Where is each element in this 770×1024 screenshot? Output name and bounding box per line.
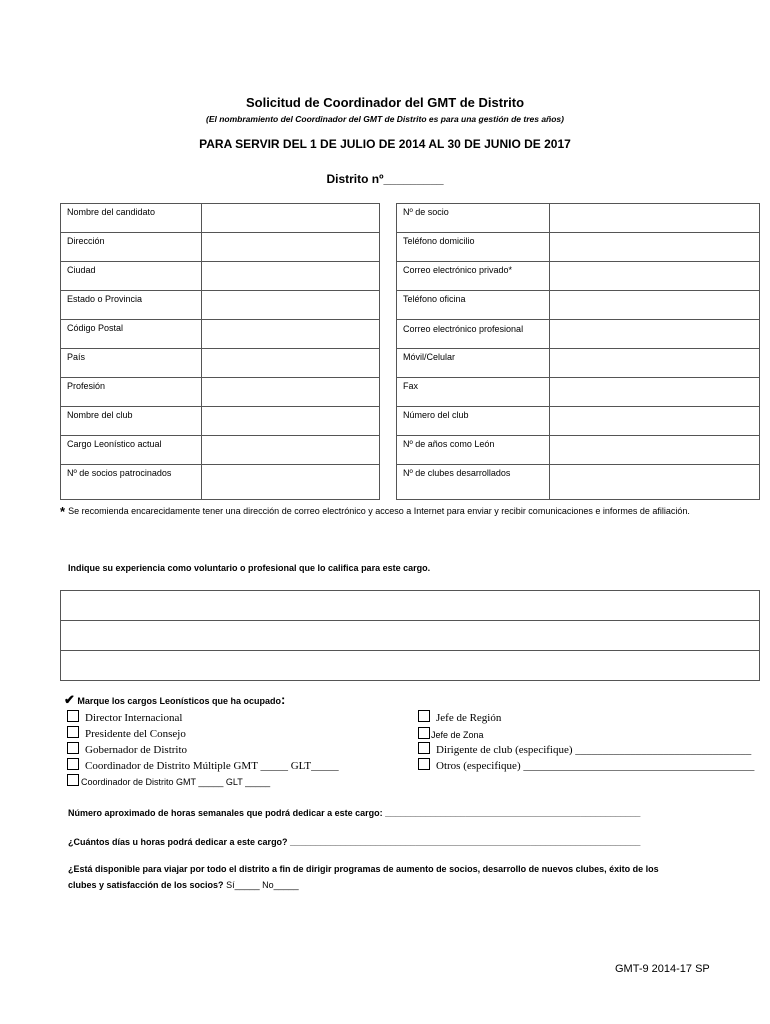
candidate-info-table-left (60, 203, 380, 500)
checkbox[interactable] (418, 758, 430, 770)
days-question[interactable]: ¿Cuántos días u horas podrá dedicar a este cargo? ______________________________________________________________________ (68, 837, 641, 847)
field-label: Fax (397, 378, 550, 407)
field-input[interactable] (549, 378, 759, 407)
checkbox[interactable] (67, 742, 79, 754)
option-zone-chair[interactable]: Jefe de Zona (418, 727, 484, 740)
travel-question-line2: clubes y satisfacción de los socios? Sí_____ No_____ (68, 880, 299, 890)
option-club-officer[interactable]: Dirigente de club (especifique) ________________________________ (418, 742, 751, 756)
field-label: Nº de años como León (397, 436, 550, 465)
experience-line-3[interactable] (61, 651, 760, 681)
checkbox[interactable] (418, 727, 430, 739)
checkbox[interactable] (67, 774, 79, 786)
positions-heading: ✔ Marque los cargos Leonísticos que ha ocupado: (64, 692, 286, 707)
field-label: Teléfono oficina (397, 291, 550, 320)
travel-answer[interactable]: Sí_____ No_____ (223, 880, 299, 890)
note-text: Se recomienda encarecidamente tener una dirección de correo electrónico y acceso a Internet para enviar y recibir comunicaciones e informes de afiliación. (68, 506, 690, 516)
field-input[interactable] (201, 407, 379, 436)
option-other[interactable]: Otros (especifique) __________________________________________ (418, 758, 754, 772)
checkmark-icon: ✔ (64, 692, 75, 707)
experience-box (60, 590, 760, 681)
district-number-field[interactable]: Distrito nº_________ (326, 172, 444, 186)
service-period: PARA SERVIR DEL 1 DE JULIO DE 2014 AL 30 DE JUNIO DE 2017 (199, 137, 571, 151)
travel-question-line1: ¿Está disponible para viajar por todo el distrito a fin de dirigir programas de aumento de socios, desarrollo de nuevos clubes, éxito de los (68, 864, 659, 874)
option-district-governor[interactable]: Gobernador de Distrito (67, 742, 187, 756)
field-input[interactable] (549, 436, 759, 465)
field-label: Teléfono domicilio (397, 233, 550, 262)
option-multiple-district-coordinator[interactable]: Coordinador de Distrito Múltiple GMT _____ GLT_____ (67, 758, 339, 772)
field-label: País (61, 349, 202, 378)
option-district-coordinator[interactable]: Coordinador de Distrito GMT _____ GLT _____ (67, 774, 270, 787)
option-international-director[interactable]: Director Internacional (67, 710, 182, 724)
field-label: Profesión (61, 378, 202, 407)
field-label: Correo electrónico privado* (397, 262, 550, 291)
field-input[interactable] (549, 291, 759, 320)
field-label: Móvil/Celular (397, 349, 550, 378)
checkbox[interactable] (67, 726, 79, 738)
option-council-chair[interactable]: Presidente del Consejo (67, 726, 186, 740)
form-title: Solicitud de Coordinador del GMT de Distrito (245, 95, 525, 110)
field-input[interactable] (201, 204, 379, 233)
option-region-chair[interactable]: Jefe de Región (418, 710, 501, 724)
field-label: Número del club (397, 407, 550, 436)
field-input[interactable] (201, 465, 379, 500)
field-input[interactable] (549, 407, 759, 436)
form-subtitle: (El nombramiento del Coordinador del GMT de Distrito es para una gestión de tres años) (206, 114, 564, 124)
field-label: Nº de socios patrocinados (61, 465, 202, 500)
email-note (60, 504, 750, 519)
field-label: Dirección (61, 233, 202, 262)
asterisk: * (60, 504, 66, 519)
experience-line-2[interactable] (61, 621, 760, 651)
hours-question[interactable]: Número aproximado de horas semanales que podrá dedicar a este cargo: ___________________________________________________ (68, 808, 641, 818)
field-label: Cargo Leonístico actual (61, 436, 202, 465)
field-input[interactable] (201, 320, 379, 349)
field-label: Nombre del club (61, 407, 202, 436)
field-input[interactable] (549, 233, 759, 262)
checkbox[interactable] (67, 758, 79, 770)
field-label: Código Postal (61, 320, 202, 349)
field-label: Nº de socio (397, 204, 550, 233)
positions-heading-text: Marque los cargos Leonísticos que ha ocupado (77, 696, 281, 706)
field-input[interactable] (549, 262, 759, 291)
field-label: Nombre del candidato (61, 204, 202, 233)
field-input[interactable] (201, 349, 379, 378)
field-label: Estado o Provincia (61, 291, 202, 320)
field-input[interactable] (201, 291, 379, 320)
field-input[interactable] (201, 378, 379, 407)
field-input[interactable] (549, 320, 759, 349)
field-input[interactable] (201, 262, 379, 291)
checkbox[interactable] (67, 710, 79, 722)
checkbox[interactable] (418, 742, 430, 754)
field-input[interactable] (201, 436, 379, 465)
field-input[interactable] (549, 204, 759, 233)
experience-label: Indique su experiencia como voluntario o profesional que lo califica para este cargo. (68, 563, 431, 573)
candidate-info-table-right (396, 203, 760, 500)
field-input[interactable] (201, 233, 379, 262)
experience-line-1[interactable] (61, 591, 760, 621)
field-label: Correo electrónico profesional (397, 320, 550, 349)
checkbox[interactable] (418, 710, 430, 722)
field-label: Nº de clubes desarrollados (397, 465, 550, 500)
field-label: Ciudad (61, 262, 202, 291)
form-code: GMT-9 2014-17 SP (615, 963, 710, 975)
field-input[interactable] (549, 465, 759, 500)
field-input[interactable] (549, 349, 759, 378)
